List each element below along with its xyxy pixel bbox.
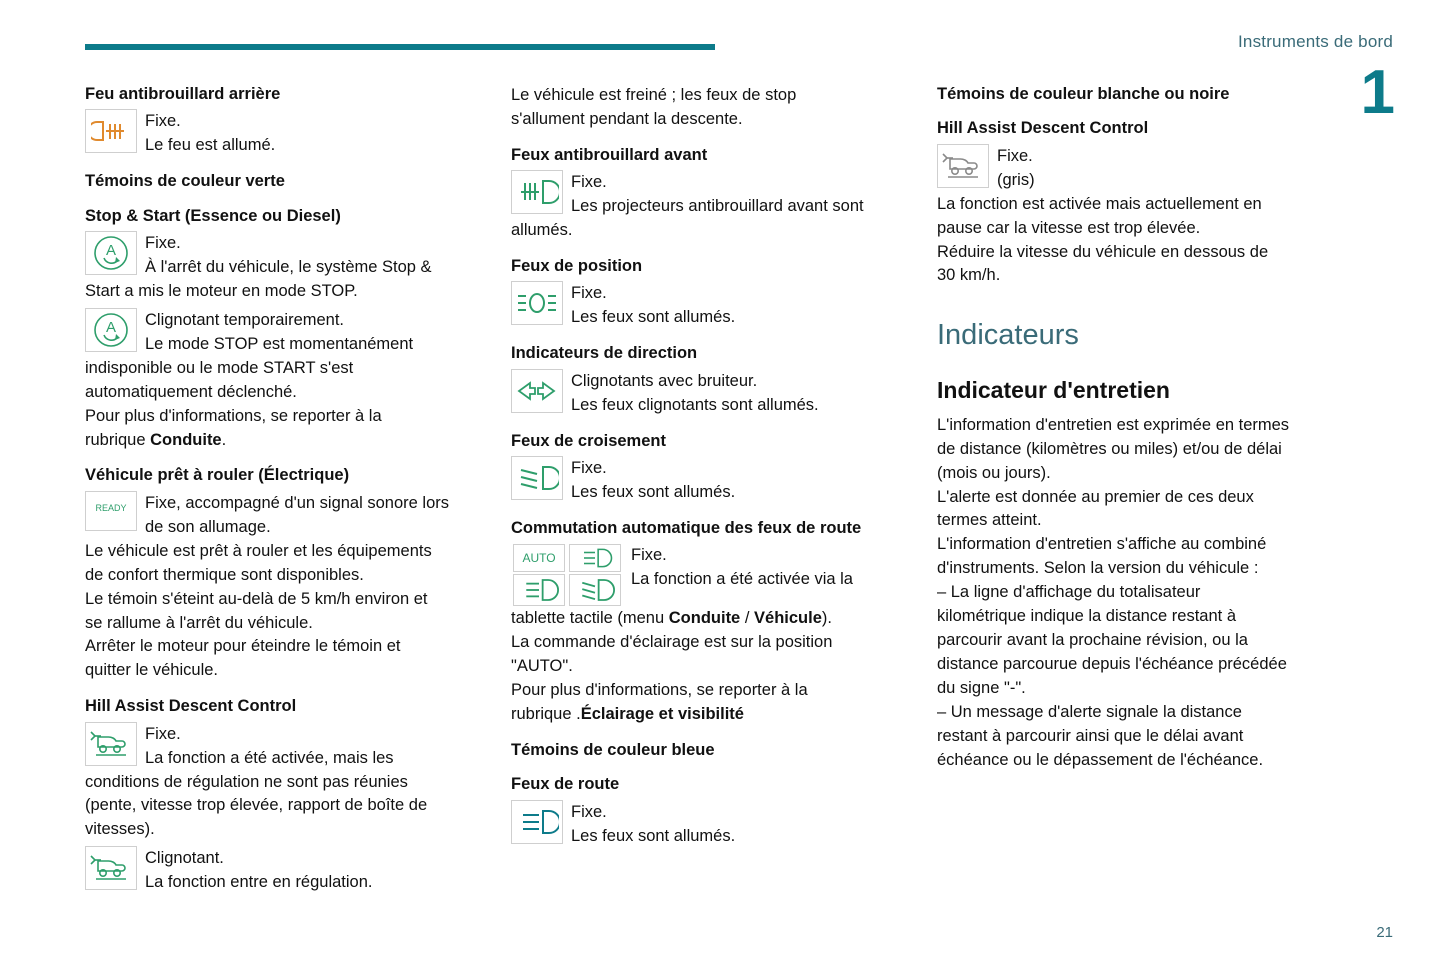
position-lamp-text	[571, 281, 909, 330]
front-fog-line1: Fixe.	[571, 173, 607, 192]
auto-line5: "AUTO".	[511, 657, 573, 676]
service-line11: distance parcourue depuis l'échéance précédée	[937, 655, 1287, 674]
column-2	[511, 84, 909, 849]
heading-ready: Véhicule prêt à rouler (Électrique)	[85, 466, 350, 485]
ss-line4: Clignotant temporairement.	[145, 310, 345, 329]
service-line6: L'information d'entretien s'affiche au combiné	[937, 535, 1267, 554]
heading-white-black-telltales: Témoins de couleur blanche ou noire	[937, 85, 1230, 103]
brake-line2: s'allument pendant la descente.	[511, 109, 743, 128]
stop-start-a-icon	[85, 231, 137, 275]
heading-position-lamps: Feux de position	[511, 257, 643, 276]
ready-line5: Le témoin s'éteint au-delà de 5 km/h environ et	[85, 589, 428, 608]
entry-auto-high-beam	[511, 543, 909, 607]
column-1	[85, 84, 483, 895]
service-line15: échéance ou le dépassement de l'échéance.	[937, 750, 1264, 769]
service-line14: restant à parcourir ainsi que le délai avant	[937, 726, 1244, 745]
front-fog-lamp-icon	[511, 170, 563, 214]
entry-ready	[85, 491, 483, 540]
hill-descent-control-icon	[85, 722, 137, 766]
hdc-line3: conditions de régulation ne sont pas réunies	[85, 772, 408, 791]
entry-direction-indicators	[511, 369, 909, 418]
auto-beam-cell-3	[567, 573, 623, 607]
entry-stop-start-fixed	[85, 231, 483, 280]
ss-line1: Fixe.	[145, 234, 181, 253]
heading-rear-fog: Feu antibrouillard arrière	[85, 85, 281, 103]
service-line10: parcourir avant la prochaine révision, ou la	[937, 631, 1248, 650]
heading-service-indicator: Indicateur d'entretien	[937, 377, 1170, 404]
hill-descent-control-grey-icon	[937, 144, 989, 188]
service-line13: – Un message d'alerte signale la distance	[937, 702, 1242, 721]
turn-indicator-arrows-icon	[511, 369, 563, 413]
main-line2: Les feux sont allumés.	[571, 826, 736, 845]
stop-start-blink-text	[145, 308, 483, 357]
ss-line9-a: rubrique	[85, 430, 151, 449]
stop-start-a-icon	[85, 308, 137, 352]
header-title: Instruments de bord	[1238, 32, 1393, 51]
service-line8: – La ligne d'affichage du totalisateur	[937, 583, 1201, 602]
hill-descent-control-icon	[85, 846, 137, 890]
ss-line7: automatiquement déclenché.	[85, 382, 297, 401]
entry-front-fog	[511, 170, 909, 219]
hdc-c3-line6: 30 km/h.	[937, 266, 1001, 285]
rear-fog-line1: Fixe.	[145, 112, 181, 131]
svg-text:A: A	[105, 318, 117, 336]
rear-fog-lamp-icon	[85, 109, 137, 153]
ss-line5: Le mode STOP est momentanément	[145, 334, 414, 353]
auto-line1: Fixe.	[631, 546, 667, 565]
ready-line2: de son allumage.	[145, 517, 271, 536]
hdc-c3-line2: (gris)	[997, 170, 1035, 189]
auto-line4: La commande d'éclairage est sur la position	[511, 633, 833, 652]
auto-line6: Pour plus d'informations, se reporter à la	[511, 681, 808, 700]
heading-blue-telltales: Témoins de couleur bleue	[511, 740, 715, 759]
service-line2: de distance (kilomètres ou miles) et/ou de délai	[937, 439, 1282, 458]
auto-high-beam-text	[631, 543, 909, 592]
heading-auto-high-beam: Commutation automatique des feux de route	[511, 518, 862, 537]
auto-line3-a: tablette tactile (menu	[511, 609, 669, 628]
auto-line7-a: rubrique .	[511, 705, 581, 724]
ss-line6: indisponible ou le mode START s'est	[85, 358, 354, 377]
dipped-line2: Les feux sont allumés.	[571, 482, 736, 501]
ss-line8: Pour plus d'informations, se reporter à la	[85, 406, 382, 425]
auto-link-eclairage: Éclairage et visibilité	[580, 705, 744, 724]
entry-hdc-grey	[937, 144, 1337, 193]
position-lamp-icon	[511, 281, 563, 325]
hdc-line4: (pente, vitesse trop élevée, rapport de boîte de	[85, 796, 428, 815]
hdc-line5: vitesses).	[85, 820, 155, 839]
auto-beam-cell-1	[567, 543, 623, 573]
ready-text	[145, 491, 483, 540]
hdc-line6: Clignotant.	[145, 849, 224, 868]
rear-fog-text	[145, 109, 483, 158]
hdc-c3-line3: La fonction est activée mais actuellement en	[937, 194, 1262, 213]
dipped-beam-text	[571, 456, 909, 505]
direction-text	[571, 369, 909, 418]
heading-direction-indicators: Indicateurs de direction	[511, 344, 698, 363]
auto-menu-vehicule: Véhicule	[754, 609, 822, 628]
ss-line9-c: .	[221, 430, 227, 449]
hdc-c3-line1: Fixe.	[997, 146, 1033, 165]
front-fog-line3: allumés.	[511, 221, 573, 240]
service-line1: L'information d'entretien est exprimée en termes	[937, 415, 1290, 434]
hdc-c3-line4: pause car la vitesse est trop élevée.	[937, 218, 1201, 237]
main-beam-text	[571, 800, 909, 849]
service-line9: kilométrique indique la distance restant à	[937, 607, 1237, 626]
ss-line9	[85, 429, 483, 453]
entry-main-beam	[511, 800, 909, 849]
entry-dipped-beam	[511, 456, 909, 505]
position-line2: Les feux sont allumés.	[571, 308, 736, 327]
hdc-fixed-text	[145, 722, 483, 771]
entry-stop-start-blink	[85, 308, 483, 357]
service-line3: (mois ou jours).	[937, 463, 1051, 482]
entry-hdc-fixed	[85, 722, 483, 771]
entry-position-lamps	[511, 281, 909, 330]
hdc-grey-text	[997, 144, 1337, 193]
service-line5: termes atteint.	[937, 511, 1042, 530]
auto-high-beam-icon	[511, 543, 623, 607]
auto-beam-cell-2	[511, 573, 567, 607]
ready-line4: de confort thermique sont disponibles.	[85, 565, 364, 584]
heading-hdc-col3: Hill Assist Descent Control	[937, 119, 1149, 138]
ready-line1: Fixe, accompagné d'un signal sonore lors	[145, 493, 449, 512]
heading-green-telltales: Témoins de couleur verte	[85, 172, 285, 191]
dipped-beam-icon	[511, 456, 563, 500]
auto-label: AUTO	[522, 550, 556, 565]
entry-hdc-blink	[85, 846, 483, 895]
heading-main-beam: Feux de route	[511, 775, 620, 794]
service-line12: du signe "-".	[937, 678, 1026, 697]
dipped-line1: Fixe.	[571, 459, 607, 478]
column-3	[937, 84, 1337, 773]
stop-start-fixed-text	[145, 231, 483, 280]
front-fog-text	[571, 170, 909, 219]
heading-dipped-beam: Feux de croisement	[511, 431, 666, 450]
svg-text:READY: READY	[95, 502, 127, 513]
page-number: 21	[1376, 924, 1393, 941]
header-rule	[85, 44, 715, 50]
ready-line8: quitter le véhicule.	[85, 661, 218, 680]
ready-line7: Arrêter le moteur pour éteindre le témoin et	[85, 637, 401, 656]
hdc-blink-text	[145, 846, 483, 895]
hdc-line2: La fonction a été activée, mais les	[145, 748, 394, 767]
auto-line3-c: /	[740, 609, 755, 628]
auto-label-cell	[511, 543, 567, 573]
heading-stop-start: Stop & Start (Essence ou Diesel)	[85, 206, 341, 225]
main-beam-icon	[511, 800, 563, 844]
rear-fog-line2: Le feu est allumé.	[145, 136, 276, 155]
direction-line1: Clignotants avec bruiteur.	[571, 371, 758, 390]
heading-front-fog: Feux antibrouillard avant	[511, 145, 708, 164]
auto-line7	[511, 703, 909, 727]
hdc-c3-line5: Réduire la vitesse du véhicule en dessous de	[937, 242, 1269, 261]
ready-icon	[85, 491, 137, 531]
brake-line1: Le véhicule est freiné ; les feux de stop	[511, 86, 797, 104]
svg-text:A: A	[105, 242, 117, 260]
chapter-number: 1	[1360, 58, 1395, 127]
ready-line6: se rallume à l'arrêt du véhicule.	[85, 613, 313, 632]
auto-line2: La fonction a été activée via la	[631, 570, 853, 589]
auto-menu-conduite: Conduite	[668, 609, 741, 628]
ss-line3: Start a mis le moteur en mode STOP.	[85, 282, 358, 300]
main-line1: Fixe.	[571, 802, 607, 821]
position-line1: Fixe.	[571, 284, 607, 303]
service-line7: d'instruments. Selon la version du véhicule :	[937, 559, 1259, 578]
ready-line3: Le véhicule est prêt à rouler et les équipements	[85, 541, 432, 560]
hdc-line1: Fixe.	[145, 724, 181, 743]
auto-line3-e: ).	[821, 609, 832, 628]
hdc-line7: La fonction entre en régulation.	[145, 873, 373, 892]
ss-line2: À l'arrêt du véhicule, le système Stop &	[145, 258, 432, 277]
section-title-indicateurs: Indicateurs	[937, 319, 1079, 352]
front-fog-line2: Les projecteurs antibrouillard avant sont	[571, 197, 864, 216]
auto-line3	[511, 607, 909, 631]
entry-rear-fog	[85, 109, 483, 158]
heading-hdc-col1: Hill Assist Descent Control	[85, 697, 297, 716]
service-line4: L'alerte est donnée au premier de ces deux	[937, 487, 1254, 506]
direction-line2: Les feux clignotants sont allumés.	[571, 395, 819, 414]
ss-link-conduite: Conduite	[150, 430, 222, 449]
